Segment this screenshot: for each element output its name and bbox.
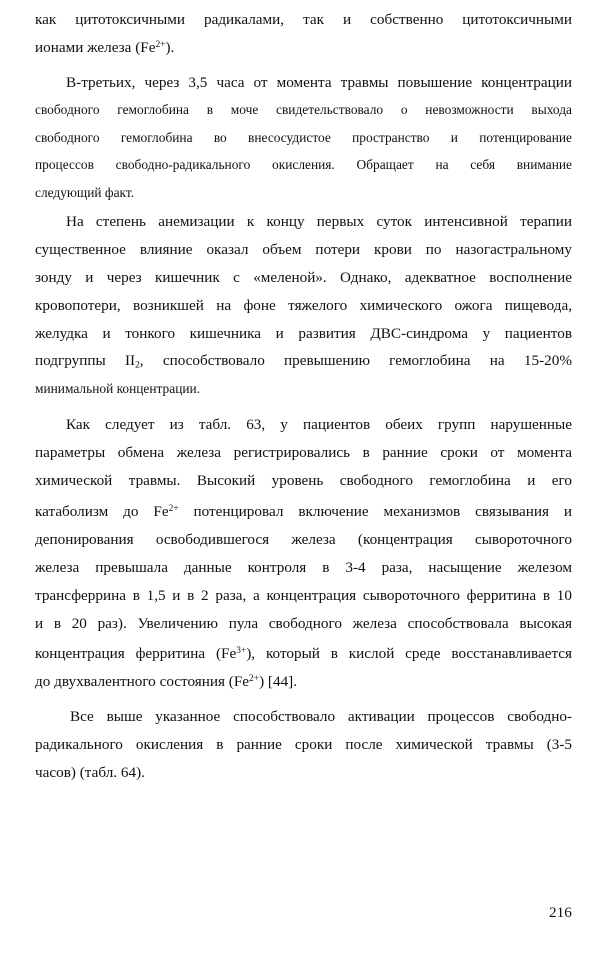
- paragraph-4-line-1: Как следует из табл. 63, у пациентов обеих групп нарушенные: [66, 416, 572, 433]
- paragraph-4-line-10: до двухвалентного состояния $(Fe^{2+})$ [44].: [35, 673, 298, 690]
- paragraph-1-line-1: как цитотоксичными радикалами, так и собственно цитотоксичными: [35, 11, 572, 28]
- paragraph-2-line-4: процессов свободно-радикального окисления. Обращает на себя внимание: [35, 157, 572, 172]
- paragraph-4-line-9: концентрация ферритина $(Fe^{3+})$, который в кислой среде восстанавливается: [35, 645, 573, 662]
- paragraph-3-line-7: минимальной концентрации.: [35, 381, 201, 396]
- paragraph-4-line-5: депонирования освободившегося железа (концентрация сывороточного: [35, 531, 572, 548]
- paragraph-4-line-3: химической травмы. Высокий уровень свободного гемоглобина и его: [35, 472, 572, 489]
- paragraph-3-line-6: подгруппы $II_2$, способствовало превышению гемоглобина на 15-20%: [35, 352, 572, 371]
- paragraph-4-line-2: параметры обмена железа регистрировались в ранние сроки от момента: [35, 444, 572, 461]
- page-number: 216: [549, 904, 572, 921]
- paragraph-2-line-2: свободного гемоглобина в моче свидетельствовало о невозможности выхода: [35, 102, 572, 117]
- paragraph-3-line-5: желудка и тонкого кишечника и развития ДВС-синдрома у пациентов: [35, 325, 572, 342]
- paragraph-2-line-5: следующий факт.: [35, 185, 135, 200]
- paragraph-5-line-1: Все выше указанное способствовало активации процессов свободно-: [70, 708, 572, 725]
- paragraph-4-line-8: и в 20 раз). Увеличению пула свободного железа способствовала высокая: [35, 615, 572, 632]
- paragraph-3-line-4: кровопотери, возникшей на фоне тяжелого химического ожога пищевода,: [35, 297, 572, 314]
- paragraph-2-line-3: свободного гемоглобина во внесосудистое пространство и потенцирование: [35, 130, 572, 145]
- paragraph-3-line-2: существенное влияние оказал объем потери крови по назогастральному: [35, 241, 572, 258]
- paragraph-1-line-2: ионами железа $(Fe^{2+})$.: [35, 39, 175, 56]
- paragraph-2-line-1: В-третьих, через 3,5 часа от момента травмы повышение концентрации: [66, 74, 572, 91]
- paragraph-5-line-3: часов) (табл. 64).: [35, 764, 145, 781]
- paragraph-3-line-3: зонду и через кишечник с «меленой». Однако, адекватное восполнение: [35, 269, 572, 286]
- paragraph-4-line-4: катаболизм до $Fe^{2+}$ потенцировал включение механизмов связывания и: [35, 503, 572, 520]
- paragraph-5-line-2: радикального окисления в ранние сроки после химической травмы (3-5: [35, 736, 572, 753]
- paragraph-4-line-7: трансферрина в 1,5 и в 2 раза, а концентрация сывороточного ферритина в 10: [35, 587, 572, 604]
- paragraph-3-line-1: На степень анемизации к концу первых суток интенсивной терапии: [66, 213, 572, 230]
- paragraph-4-line-6: железа превышала данные контроля в 3-4 раза, насыщение железом: [35, 559, 572, 576]
